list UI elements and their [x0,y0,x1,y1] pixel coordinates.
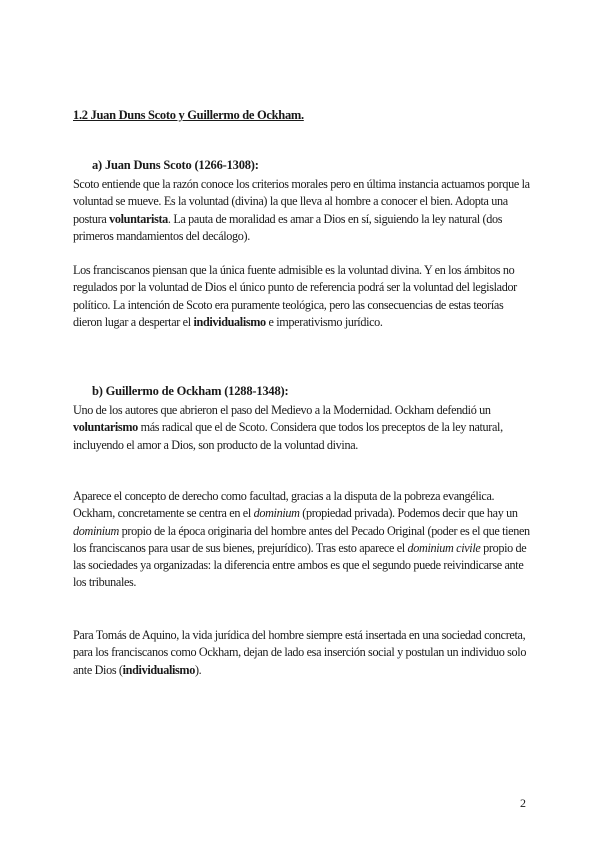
ockham-heading: b) Guillermo de Ockham (1288-1348): [92,384,289,398]
scoto-paragraph-1: Scoto entiende que la razón conoce los criterios morales pero en última instancia actuamos porque la voluntad se mueve. Es la voluntad (divina) la que lleva al hombre a conocer el bien. Adopta una postura voluntarista. La pauta de moralidad es amar a Dios en sí, siguiendo la ley natural (dos primeros mandamientos del decálogo). [73,177,530,243]
italic-term: dominium [253,506,300,521]
bold-term: voluntarista [109,211,168,226]
italic-term: dominium civile [407,540,481,555]
page-number: 2 [520,796,526,810]
ockham-paragraph-2: Aparece el concepto de derecho como facultad, gracias a la disputa de la pobreza evangélica. Ockham, concretamente se centra en el dominium (propiedad privada). Podemos decir que hay un dominium propio de la época originaria del hombre antes del Pecado Original (poder es el que tienen los franciscanos para usar de sus bienes, prejurídico). Tras esto aparece el dominium civile propio de las sociedades ya organizadas: la diferencia entre ambos es que el segundo puede reivindicarse ante los tribunales. [73,489,530,590]
bold-term: voluntarismo [73,420,138,435]
italic-term: dominium [73,523,119,538]
section-title: 1.2 Juan Duns Scoto y Guillermo de Ockham. [73,108,304,122]
ockham-paragraph-1: Uno de los autores que abrieron el paso del Medievo a la Modernidad. Ockham defendió un voluntarismo más radical que el de Scoto. Considera que todos los preceptos de la ley natural, incluyendo el amor a Dios, son producto de la voluntad divina. [73,403,503,452]
bold-term: individualismo [193,314,266,329]
scoto-paragraph-2: Los franciscanos piensan que la única fuente admisible es la voluntad divina. Y en los ámbitos no regulados por la voluntad de Dios el único punto de referencia podrá ser la voluntad del legislador político. La intención de Scoto era puramente teológica, pero las consecuencias de estas teorías dieron lugar a despertar el individualismo e imperativismo jurídico. [73,263,517,329]
ockham-paragraph-3: Para Tomás de Aquino, la vida jurídica del hombre siempre está insertada en una sociedad concreta, para los franciscanos como Ockham, dejan de lado esa inserción social y postulan un individuo solo ante Dios (individualismo). [73,628,527,677]
bold-term: individualismo [122,662,195,677]
scoto-heading: a) Juan Duns Scoto (1266-1308): [92,158,259,172]
